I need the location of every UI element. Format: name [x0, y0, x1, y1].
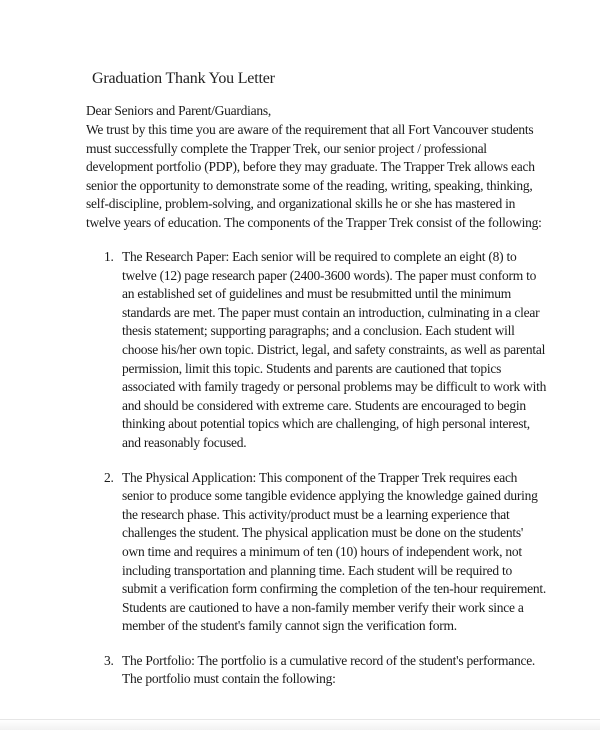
list-item-text: [122, 248, 600, 453]
list-item-line: member of the student's family cannot sign the verification form.: [122, 618, 457, 634]
numbered-list: [0, 248, 600, 705]
list-item-line: and reasonably focused.: [122, 434, 247, 450]
salutation: Dear Seniors and Parent/Guardians,: [86, 103, 271, 118]
list-item-line: an established set of guidelines and must be resubmitted until the minimum: [122, 286, 512, 302]
list-item-line: twelve (12) page research paper (2400-3600 words). The paper must conform to: [122, 267, 537, 283]
list-item-line: associated with family tragedy or personal problems may be difficult to work with: [122, 379, 547, 395]
list-item-line: and should be considered with extreme care. Students are encouraged to begin: [122, 397, 526, 413]
list-item-line: senior to produce some tangible evidence applying the knowledge gained during: [122, 488, 538, 504]
list-item-physical-application: [0, 469, 600, 636]
document-title: Graduation Thank You Letter: [92, 70, 275, 87]
list-item-line: standards are met. The paper must contain an introduction, culminating in a clear: [122, 304, 540, 320]
list-item-line: permission, limit this topic. Students and parents are cautioned that topics: [122, 360, 502, 376]
page-bottom-edge: [0, 719, 600, 730]
list-item-number: 3.: [104, 652, 114, 668]
list-item-line: own time and requires a minimum of ten (10) hours of independent work, not: [122, 543, 522, 559]
intro-line: self-discipline, problem-solving, and organizational skills he or she has mastered in: [86, 196, 516, 212]
intro-line: must successfully complete the Trapper Trek, our senior project / professional: [86, 140, 487, 156]
list-item-portfolio: [0, 652, 600, 689]
intro-line: We trust by this time you are aware of the requirement that all Fort Vancouver students: [86, 122, 534, 137]
list-item-text: [122, 652, 600, 689]
list-item-line: thesis statement; supporting paragraphs; and a conclusion. Each student will: [122, 323, 515, 339]
list-item-number: 1.: [104, 249, 114, 264]
list-item-research-paper: [0, 248, 600, 453]
list-item-line: submit a verification form confirming the completion of the ten-hour requirement.: [122, 581, 546, 597]
list-item-line: challenges the student. The physical application must be done on the students': [122, 525, 524, 541]
list-item-line: the research phase. This activity/product must be a learning experience that: [122, 506, 510, 522]
list-item-line: The Physical Application: This component of the Trapper Trek requires each: [122, 469, 518, 485]
list-item-number: 2.: [104, 469, 114, 485]
list-item-line: including transportation and planning time. Each student will be required to: [122, 562, 513, 578]
list-item-line: Students are cautioned to have a non-family member verify their work since a: [122, 599, 524, 615]
intro-line: twelve years of education. The components of the Trapper Trek consist of the following:: [86, 214, 542, 230]
list-item-line: The Research Paper: Each senior will be required to complete an eight (8) to: [122, 249, 517, 264]
list-item-line: The Portfolio: The portfolio is a cumulative record of the student's performance.: [122, 652, 536, 668]
list-item-line: choose his/her own topic. District, legal, and safety constraints, as well as parental: [122, 341, 546, 357]
list-item-line: The portfolio must contain the following:: [122, 671, 336, 687]
intro-line: senior the opportunity to demonstrate some of the reading, writing, speaking, thinking,: [86, 177, 533, 193]
intro-paragraph: [86, 121, 542, 233]
intro-line: development portfolio (PDP), before they may graduate. The Trapper Trek allows each: [86, 159, 535, 175]
list-item-line: thinking about potential topics which are challenging, of high personal interest,: [122, 416, 530, 432]
list-item-text: [122, 469, 600, 636]
